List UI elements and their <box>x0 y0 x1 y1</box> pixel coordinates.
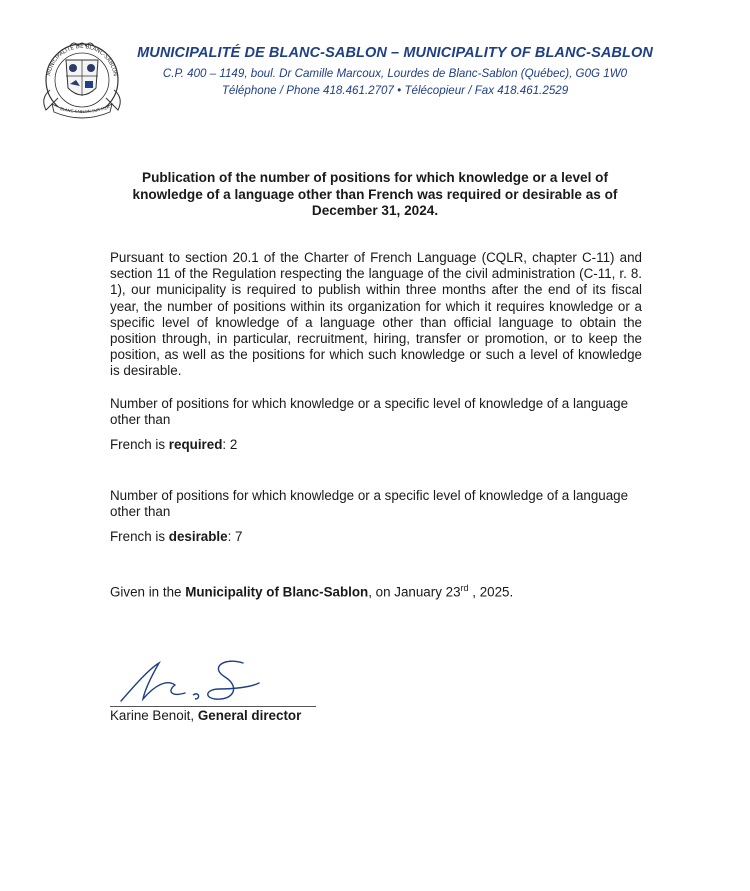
crest-motto-text: BLANC-SABLON SUR MER <box>59 104 111 115</box>
signatory-name: Karine Benoit, <box>110 708 198 723</box>
given-place: Municipality of Blanc-Sablon <box>185 584 369 600</box>
required-word: required <box>168 437 223 452</box>
crest-top-text: MUNICIPALITÉ DE BLANC-SABLON <box>46 43 118 77</box>
letterhead-phone: Téléphone / Phone 418.461.2707 • Télécopieur / Fax 418.461.2529 <box>221 84 569 97</box>
given-date-suffix: , 2025. <box>468 584 514 600</box>
desirable-prefix: French is <box>110 529 169 544</box>
desirable-answer <box>110 529 642 545</box>
letterhead-title: MUNICIPALITÉ DE BLANC-SABLON – MUNICIPALITY OF BLANC-SABLON <box>137 45 653 61</box>
required-question: Number of positions for which knowledge or a specific level of knowledge of a language other than <box>110 396 629 428</box>
given-prefix: Given in the <box>110 584 186 600</box>
required-value: : 2 <box>222 437 238 452</box>
required-prefix: French is <box>110 437 169 452</box>
signatory <box>110 708 301 723</box>
given-statement <box>110 580 642 601</box>
desirable-word: desirable <box>168 529 228 544</box>
given-date-sup: rd <box>460 583 469 593</box>
signature-rule <box>110 706 316 707</box>
required-answer <box>110 437 642 453</box>
intro-paragraph: Pursuant to section 20.1 of the Charter of French Language (CQLR, chapter C-11) and section 11 of the Regulation respecting the language of the civil administration (C-11, r. 8. 1), our municipality is required to publish within three months after the end of its fiscal year, the number of positions within its organization for which it requires knowledge or a specific level of knowledge of a language other than official language to obtain the position through, in particular, recruitment, hiring, transfer or promotion, or to keep the position, as well as the positions for which such knowledge or such a level of knowledge is desirable. <box>110 250 642 379</box>
signatory-role: General director <box>197 708 302 723</box>
handwritten-signature <box>115 655 265 705</box>
desirable-value: : 7 <box>227 529 243 544</box>
municipal-crest-logo <box>36 38 128 122</box>
publication-title: Publication of the number of positions for which knowledge or a level of knowledge of a language other than French was required or desirable as of December 31, 2024. <box>132 170 618 218</box>
letterhead-address: C.P. 400 – 1149, boul. Dr Camille Marcoux, Lourdes de Blanc-Sablon (Québec), G0G 1W0 <box>162 67 628 80</box>
desirable-question: Number of positions for which knowledge or a specific level of knowledge of a language other than <box>110 488 629 520</box>
given-date-prefix: , on January 23 <box>368 584 461 600</box>
